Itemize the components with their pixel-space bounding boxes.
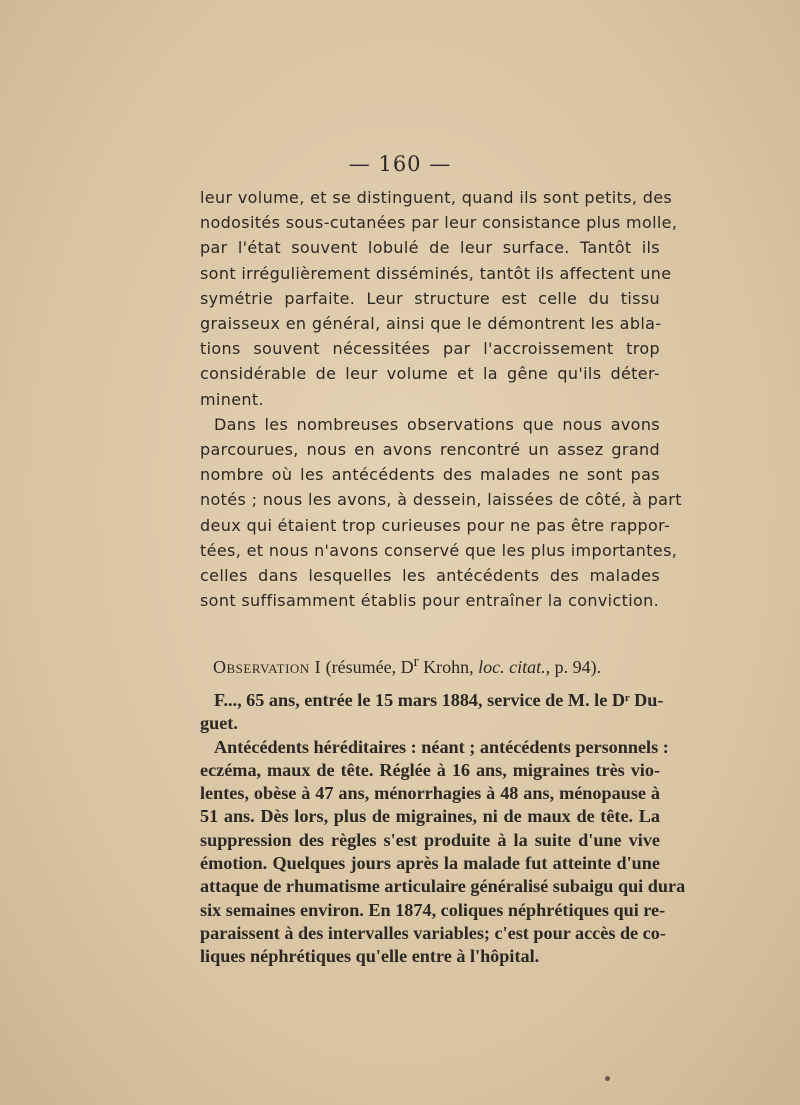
text-line: minent. xyxy=(200,389,264,409)
observation-page: , p. 94). xyxy=(545,657,602,677)
observation-heading xyxy=(213,654,601,678)
text-line: tées, et nous n'avons conservé que les plus importantes, xyxy=(200,540,678,560)
text-line: lentes, obèse à 47 ans, ménorrhagies à 48 ans, ménopause à xyxy=(200,783,660,804)
text-line: guet. xyxy=(200,713,238,734)
observation-sup: r xyxy=(413,654,419,670)
text-line: sont suffisamment établis pour entraîner la conviction. xyxy=(200,591,660,611)
text-line: parcourues, nous en avons rencontré un assez grand xyxy=(200,440,660,460)
text-line: liques néphrétiques qu'elle entre à l'hôpital. xyxy=(200,946,540,967)
text-line: par l'état souvent lobulé de leur surface. Tantôt ils xyxy=(200,238,660,258)
observation-author: Krohn, xyxy=(418,657,479,677)
text-line: attaque de rhumatisme articulaire généralisé subaigu qui dura xyxy=(200,876,686,897)
text-line: sont irrégulièrement disséminés, tantôt ils affectent une xyxy=(200,263,672,283)
text-line: Dans les nombreuses observations que nous avons xyxy=(214,414,660,434)
observation-open: (résumée, D xyxy=(321,657,414,677)
text-line: symétrie parfaite. Leur structure est celle du tissu xyxy=(200,288,660,308)
text-line: tions souvent nécessitées par l'accroissement trop xyxy=(200,339,660,359)
text-line: suppression des règles s'est produite à la suite d'une vive xyxy=(200,829,660,850)
observation-text xyxy=(200,689,686,969)
text-line: considérable de leur volume et la gêne qu'ils déter- xyxy=(200,364,660,384)
text-line: notés ; nous les avons, à dessein, laissées de côté, à part xyxy=(200,490,682,510)
page-number: — 160 — xyxy=(348,152,452,176)
text-line: émotion. Quelques jours après la malade fut atteinte d'une xyxy=(200,853,660,874)
text-line: eczéma, maux de tête. Réglée à 16 ans, migraines très vio- xyxy=(200,759,660,780)
paragraph xyxy=(200,736,686,969)
observation-ref: loc. citat. xyxy=(478,657,546,677)
paragraph xyxy=(200,412,682,614)
text-line: deux qui étaient trop curieuses pour ne pas être rappor- xyxy=(200,515,671,535)
observation-label: Observation I xyxy=(213,657,322,677)
text-line: celles dans lesquelles les antécédents des malades xyxy=(200,566,660,586)
text-line: six semaines environ. En 1874, coliques néphrétiques qui re- xyxy=(200,899,666,920)
text-line: F..., 65 ans, entrée le 15 mars 1884, service de M. le Dʳ Du- xyxy=(214,690,664,710)
ink-spot xyxy=(605,1076,610,1081)
body-text xyxy=(200,185,682,613)
text-line: nodosités sous-cutanées par leur consistance plus molle, xyxy=(200,213,678,233)
text-line: nombre où les antécédents des malades ne sont pas xyxy=(200,465,660,485)
text-line: graisseux en général, ainsi que le démontrent les abla- xyxy=(200,314,662,334)
text-line: leur volume, et se distinguent, quand ils sont petits, des xyxy=(200,188,673,207)
text-line: paraissent à des intervalles variables; c'est pour accès de co- xyxy=(200,922,666,943)
paragraph xyxy=(200,185,678,412)
text-line: Antécédents héréditaires : néant ; antécédents personnels : xyxy=(214,736,669,757)
paragraph xyxy=(200,689,664,736)
text-line: 51 ans. Dès lors, plus de migraines, ni de maux de tête. La xyxy=(200,806,660,827)
